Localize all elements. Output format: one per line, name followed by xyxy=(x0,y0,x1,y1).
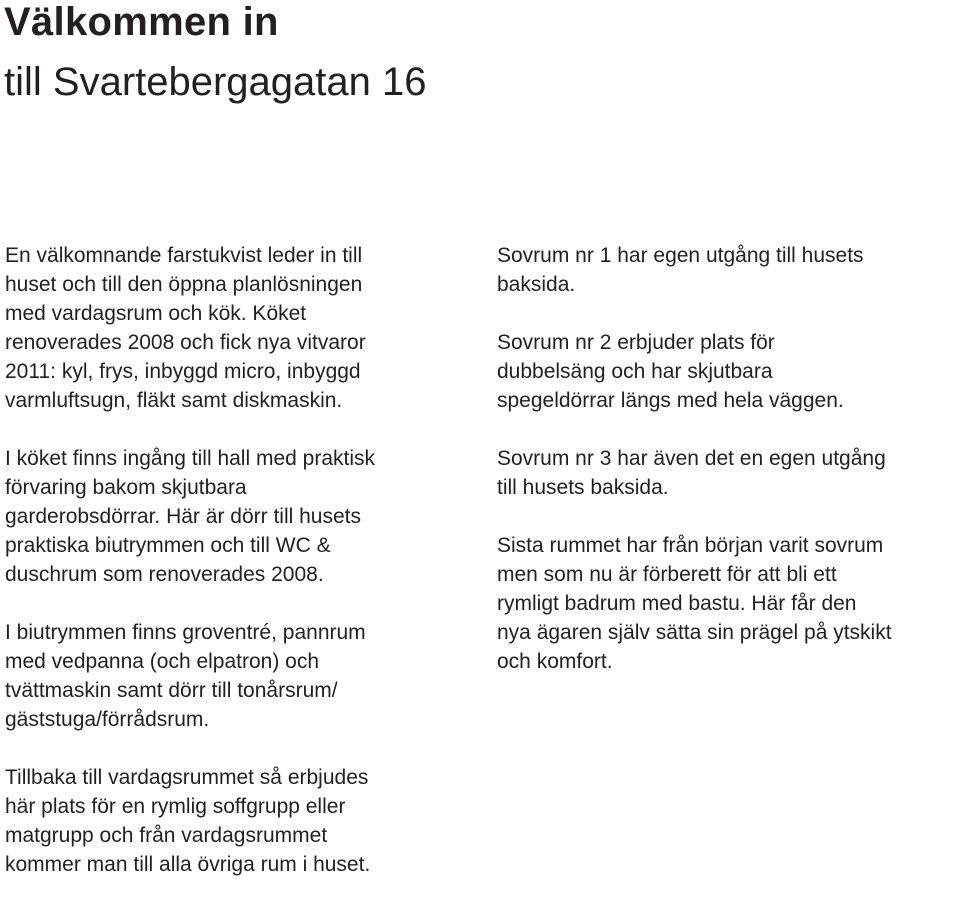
paragraph-entrance-kitchen: En välkomnande farstukvist leder in till huset och till den öppna planlösningen med vardagsrum och kök. Köket renoverades 2008 och fick nya vitvaror 2011: kyl, frys, inbyggd micro, inbyggd varmluftsugn, fläkt samt diskmaskin. xyxy=(5,244,366,412)
paragraph-utility-rooms: I biutrymmen finns groventré, pannrum med vedpanna (och elpatron) och tvättmaskin samt dörr till tonårsrum/ gäststuga/förrådsrum. xyxy=(5,621,366,731)
paragraph-last-room: Sista rummet har från början varit sovrum men som nu är förberett för att bli ett rymligt badrum med bastu. Här får den nya ägaren själv sätta sin prägel på ytskikt och komfort. xyxy=(497,534,892,673)
left-text-column xyxy=(5,241,467,908)
paragraph-bedroom-3: Sovrum nr 3 har även det en egen utgång till husets baksida. xyxy=(497,447,886,499)
page-subtitle: till Svartebergagatan 16 xyxy=(4,60,427,104)
paragraph-hall-wc: I köket finns ingång till hall med praktisk förvaring bakom skjutbara garderobsdörrar. Här är dörr till husets praktiska biutrymmen och till WC & duschrum som renoverades 2008. xyxy=(5,447,376,586)
paragraph-bedroom-1: Sovrum nr 1 har egen utgång till husets baksida. xyxy=(497,244,864,296)
page-title: Välkommen in xyxy=(4,0,279,44)
paragraph-bedroom-2: Sovrum nr 2 erbjuder plats för dubbelsäng och har skjutbara spegeldörrar längs med hela väggen. xyxy=(497,331,844,412)
paragraph-living-room: Tillbaka till vardagsrummet så erbjudes här plats för en rymlig soffgrupp eller matgrupp och från vardagsrummet kommer man till alla övriga rum i huset. xyxy=(5,766,371,876)
right-text-column xyxy=(497,241,959,705)
